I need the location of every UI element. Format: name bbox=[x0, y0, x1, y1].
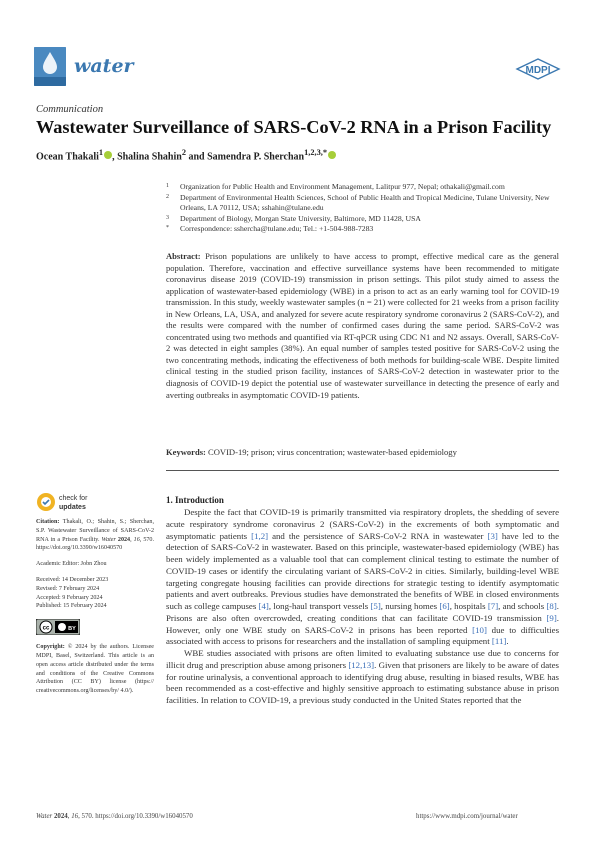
author-affiliation-mark: 1 bbox=[98, 148, 104, 157]
citation-link[interactable]: [8] bbox=[546, 601, 557, 611]
citation-link[interactable]: [12,13] bbox=[348, 659, 375, 670]
affiliation-text: Organization for Public Health and Environment Management, Lalitpur 977, Nepal; othakali@gmail.com bbox=[180, 182, 505, 191]
author-separator: , bbox=[112, 151, 118, 163]
copyright-text: © 2024 by the authors. Licensee MDPI, Basel, Switzerland. This article is an open access article distributed under the terms and conditions of the Creative Commons Attribution (CC BY) license (https:// creativecommons.org/licenses/by/ 4.0/). bbox=[36, 644, 154, 695]
orcid-icon[interactable] bbox=[328, 151, 336, 159]
citation-link[interactable]: [4] bbox=[258, 601, 269, 611]
affiliation-mark: 1 bbox=[166, 183, 169, 189]
body-text bbox=[166, 507, 559, 707]
copyright bbox=[36, 643, 154, 696]
cc-label: cc bbox=[42, 625, 50, 632]
citation-doi[interactable]: , 570. https://doi.org/10.3390/w16040570 bbox=[36, 536, 154, 552]
keywords bbox=[166, 447, 559, 457]
check-updates-line2: updates bbox=[59, 504, 86, 511]
author-name[interactable]: Shalina Shahin bbox=[117, 151, 182, 163]
affiliation-mark: 2 bbox=[166, 193, 169, 200]
citation-label: Citation: bbox=[36, 519, 60, 525]
mdpi-logo-icon bbox=[515, 58, 561, 80]
citation-link[interactable]: [9] bbox=[546, 612, 557, 623]
citation-link[interactable]: [11] bbox=[491, 636, 507, 647]
author-affiliation-mark: 2 bbox=[181, 148, 186, 157]
article-type: Communication bbox=[36, 104, 104, 115]
affiliation-mark: 3 bbox=[166, 214, 169, 221]
citation-text: Thakali, O.; Shahin, S.; Sherchan, S.P. Wastewater Surveillance of SARS-CoV-2 RNA in a Prison Facility. bbox=[36, 519, 154, 543]
divider bbox=[166, 470, 559, 471]
journal-logo-icon bbox=[34, 47, 66, 86]
received-date: Received: 14 December 2023 bbox=[36, 576, 109, 583]
abstract-text: Prison populations are unlikely to have access to prompt, effective medical care as the general population. Therefore, vaccination and effective surveillance systems have been recommended to mitigate coronavirus disease 2019 (COVID-19) transmission in prison settings. This pilot study aimed to assess the application of wastewater-based epidemiology (WBE) in a prison to act as an early warning tool for COVID-19 transmission. In this study, weekly wastewater samples (n = 21) were collected for 21 weeks from a prison facility in New Orleans, LA, USA, and analyzed for severe acute respiratory syndrome coronavirus 2 (SARS-CoV-2), and the results were compared with the number of confirmed cases during the same period. SARS-CoV-2 was concentrated using two methods and quantified via RT-qPCR using CDC N1 and N2 assays. Overall, SARS-CoV-2 was detected in eight samples (38%). An equal number of samples tested positive for SARS-CoV-2 using the two concentrating methods, indicating the effectiveness of both methods for building-scale WBE. Despite limited clinical testing in the studied prison facility, instances of SARS-CoV-2 detection in wastewater prior to the diagnosis of COVID-19 depict the potential use of wastewater surveillance in detecting the presence of early and averting outbreaks in asymptomatic COVID-19 patients. bbox=[166, 251, 559, 400]
footer-journal: Water bbox=[36, 813, 53, 820]
published-date: Published: 15 February 2024 bbox=[36, 603, 107, 610]
citation-volume: 16 bbox=[133, 536, 140, 543]
keywords-text: COVID-19; prison; virus concentration; wastewater-based epidemiology bbox=[208, 447, 457, 457]
citation-link[interactable]: [1,2] bbox=[251, 530, 269, 541]
footer-volume: 16 bbox=[71, 813, 79, 820]
citation-link[interactable]: [7] bbox=[487, 601, 499, 611]
affiliation-item bbox=[166, 182, 566, 193]
journal-name: water bbox=[74, 55, 134, 77]
author-name[interactable]: Samendra P. Sherchan bbox=[207, 151, 305, 163]
author-list bbox=[36, 148, 336, 162]
keywords-label: Keywords: bbox=[166, 447, 206, 457]
affiliation-item bbox=[166, 193, 566, 214]
affiliation-text: Correspondence: sshercha@tulane.edu; Tel.: +1-504-988-7283 bbox=[180, 224, 374, 234]
check-updates-line1: check for bbox=[59, 495, 88, 502]
author-affiliation-mark: 1,2,3,* bbox=[304, 148, 327, 157]
affiliation-item bbox=[166, 214, 566, 225]
svg-text:MDPI: MDPI bbox=[525, 65, 551, 76]
abstract-label: Abstract: bbox=[166, 251, 201, 261]
author-name[interactable]: Ocean Thakali bbox=[36, 151, 99, 163]
article-title: Wastewater Surveillance of SARS-CoV-2 RNA in a Prison Facility bbox=[36, 117, 552, 137]
academic-editor: Academic Editor: Jobn Zhou bbox=[36, 561, 107, 568]
footer-journal-url[interactable]: https://www.mdpi.com/journal/water bbox=[416, 813, 518, 820]
copyright-label: Copyright: bbox=[36, 644, 65, 651]
citation-link[interactable]: [6] bbox=[439, 601, 450, 611]
footer-citation: Water 2024, 16, 570. https://doi.org/10.3390/w16040570 bbox=[36, 813, 193, 820]
section-heading: 1. Introduction bbox=[166, 495, 224, 505]
citation: Citation: Thakali, O.; Shahin, S.; Sherchan, S.P. Wastewater Surveillance of SARS-CoV-2 RNA in a Prison Facility. Water 2024, 16, 570. https://doi.org/10.3390/w16040570 bbox=[36, 519, 154, 552]
cc-by-license-icon[interactable] bbox=[36, 619, 80, 635]
affiliation-text: Department of Biology, Morgan State University, Baltimore, MD 11428, USA bbox=[180, 213, 421, 223]
affiliation-mark: * bbox=[166, 225, 169, 232]
citation-link[interactable]: [3] bbox=[487, 530, 498, 541]
footer-year: 2024 bbox=[53, 813, 68, 820]
citation-journal: Water bbox=[101, 536, 116, 543]
sidebar bbox=[36, 518, 154, 696]
affiliation-item bbox=[166, 224, 566, 235]
abstract bbox=[166, 251, 559, 401]
paragraph: WBE studies associated with prisons are often limited to evaluating substance use due to concerns for illicit drug and prescription abuse among prisoners [12,13]. Given that prisoners are likely to be aware of dates for routine urinalysis, a conventional approach to identifying drug abuse, resulting in biased results, WBE has been recommended as a cost-effective and highly sensitive approach to estimating substance abuse in prison facilities. In relation to COVID-19, a previous study conducted in the United States reported that the bbox=[166, 648, 559, 705]
paragraph: Despite the fact that COVID-19 is primarily transmitted via respiratory droplets, the shedding of severe acute respiratory syndrome coronavirus 2 (SARS-CoV-2) in the excrements of both symptomatic and asymptomatic patients [1,2] and the persistence of SARS-CoV-2 RNA in wastewater [3] have led to the detection of SARS-CoV-2 in wastewater. Based on this principle, wastewater-based epidemiology (WBE) has been widely implemented as a valuable tool that can complement clinical testing to estimate the number of COVID-19 cases or identify the circulating variant of SARS-CoV-2 in cities. Similarly, building-level WBE targeting congregate housing facilities can provide directions for strategic testing to identify asymptomatic patients and avert outbreaks. Previous studies have demonstrated the benefits of WBE in closed environments such as college campuses [4], long-haul transport vessels [5], nursing homes [6], hospitals [7], and schools [8]. Prisons are also often overcrowded, creating conditions that can facilitate COVID-19 transmission [9]. However, only one WBE study on SARS-CoV-2 in prisons has been reported [10] due to difficulties associated with access to prisons for researchers and the installation of sampling equipment [11]. bbox=[166, 507, 560, 647]
check-updates-icon bbox=[36, 491, 116, 513]
accepted-date: Accepted: 9 February 2024 bbox=[36, 594, 103, 601]
by-label: BY bbox=[68, 626, 76, 633]
citation-link[interactable]: [5] bbox=[370, 601, 381, 611]
footer-doi[interactable]: , 570. https://doi.org/10.3390/w16040570 bbox=[78, 813, 193, 820]
author-separator: and bbox=[186, 151, 208, 163]
check-for-updates-button[interactable] bbox=[36, 491, 116, 513]
citation-link[interactable]: [10] bbox=[472, 624, 487, 635]
affiliations bbox=[166, 182, 566, 235]
orcid-icon[interactable] bbox=[104, 151, 112, 159]
affiliation-text: Department of Environmental Health Sciences, School of Public Health and Tropical Medicine, Tulane University, New Orleans, LA 70112, USA; sshahin@tulane.edu bbox=[180, 192, 550, 213]
revised-date: Revised: 7 February 2024 bbox=[36, 585, 100, 592]
citation-year: 2024 bbox=[117, 536, 131, 543]
